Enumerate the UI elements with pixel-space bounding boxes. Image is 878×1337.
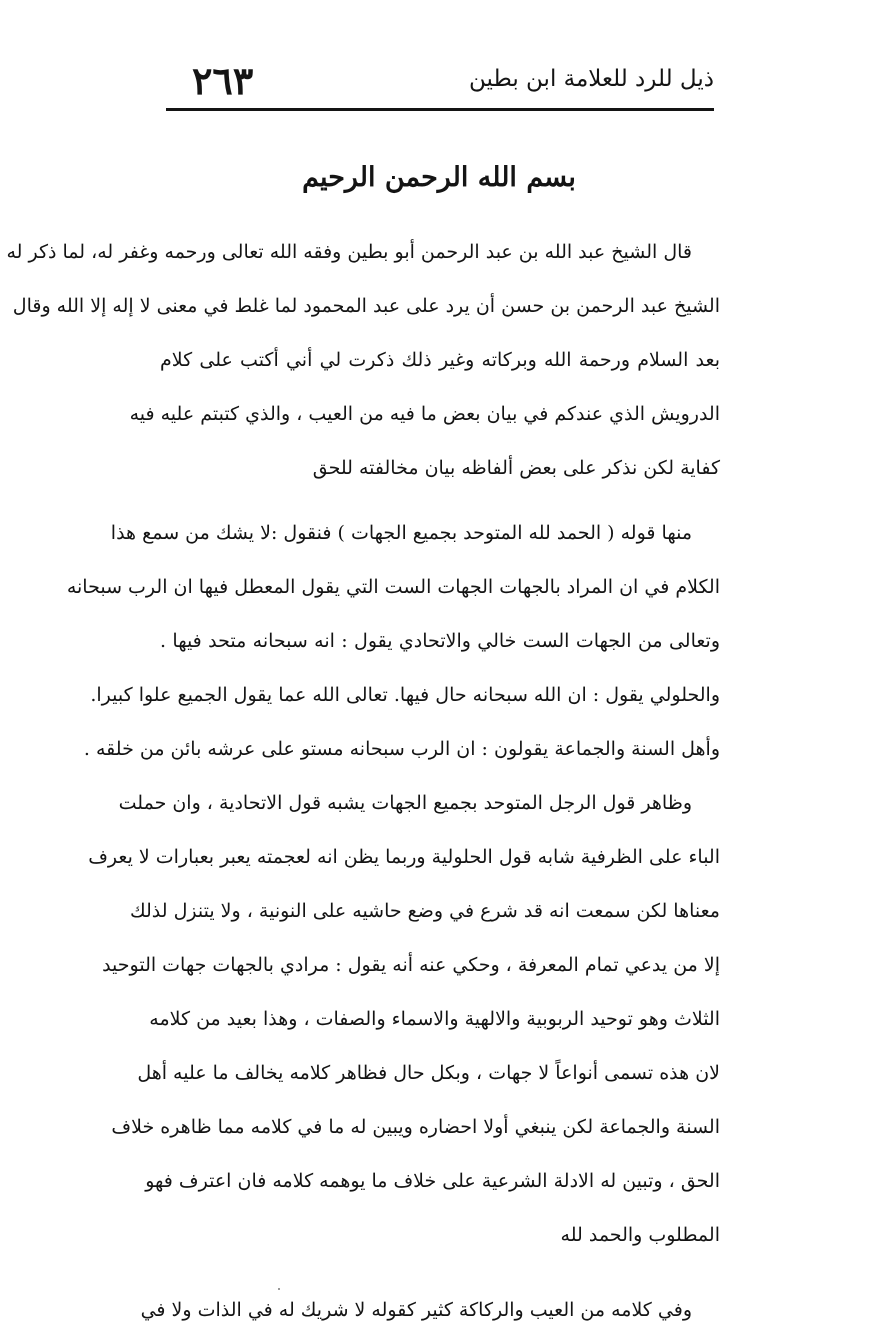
paragraph-gap: [160, 495, 720, 506]
text-line: الباء على الظرفية شابه قول الحلولية وربما يظن انه لعجمته يعبر بعبارات لا يعرف: [88, 846, 720, 868]
text-line: وظاهر قول الرجل المتوحد بجميع الجهات يشبه قول الاتحادية ، وان حملت: [118, 792, 692, 814]
header-rule: [166, 108, 714, 111]
paper-speck: [278, 1288, 280, 1290]
text-line: إلا من يدعي تمام المعرفة ، وحكي عنه أنه يقول : مرادي بالجهات جهات التوحيد: [102, 954, 720, 976]
text-line: الدرويش الذي عندكم في بيان بعض ما فيه من العيب ، والذي كتبتم عليه فيه: [129, 403, 720, 425]
text-line: بعد السلام ورحمة الله وبركاته وغير ذلك ذكرت لي أني أكتب على كلام: [160, 349, 720, 371]
running-header: [166, 60, 714, 106]
text-line: قال الشيخ عبد الله بن عبد الرحمن أبو بطين وفقه الله تعالى ورحمه وغفر له، لما ذكر له: [6, 241, 692, 263]
text-line: معناها لكن سمعت انه قد شرع في وضع حاشيه على النونية ، ولا يتنزل لذلك: [129, 900, 720, 922]
paragraph: [140, 1283, 720, 1337]
text-line: الشيخ عبد الرحمن بن حسن أن يرد على عبد المحمود لما غلط في معنى لا إله إلا الله وقال: [12, 295, 720, 317]
basmala-heading: بسم الله الرحمن الرحيم: [302, 162, 576, 193]
paragraph: [88, 776, 720, 1262]
text-line: السنة والجماعة لكن ينبغي أولا احضاره ويبين له ما في كلامه مما ظاهره خلاف: [111, 1116, 720, 1138]
text-line: والحلولي يقول : ان الله سبحانه حال فيها. تعالى الله عما يقول الجميع علوا كبيرا.: [90, 684, 720, 706]
text-line: كفاية لكن نذكر على بعض ألفاظه بيان مخالفته للحق: [312, 457, 720, 479]
text-line: الحق ، وتبين له الادلة الشرعية على خلاف ما يوهمه كلامه فان اعترف فهو: [145, 1170, 720, 1192]
body-text: [6, 225, 720, 1337]
paragraph: [66, 506, 720, 776]
text-line: منها قوله ( الحمد لله المتوحد بجميع الجهات ) فنقول :لا يشك من سمع هذا: [110, 522, 692, 544]
running-title: ذيل للرد للعلامة ابن بطين: [469, 66, 714, 92]
text-line: الثلاث وهو توحيد الربوبية والالهية والاسماء والصفات ، وهذا بعيد من كلامه: [149, 1008, 720, 1030]
paragraph: [6, 225, 720, 495]
paragraph-gap: [160, 1262, 720, 1283]
page-number: ٢٦٣: [192, 58, 254, 103]
text-line: المطلوب والحمد لله: [560, 1224, 720, 1246]
text-line: الكلام في ان المراد بالجهات الجهات الست التي يقول المعطل فيها ان الرب سبحانه: [66, 576, 720, 598]
text-line: وأهل السنة والجماعة يقولون : ان الرب سبحانه مستو على عرشه بائن من خلقه .: [83, 738, 720, 760]
text-line: وفي كلامه من العيب والركاكة كثير كقوله لا شريك له في الذات ولا في: [140, 1299, 692, 1321]
text-line: لان هذه تسمى أنواعاً لا جهات ، وبكل حال فظاهر كلامه يخالف ما عليه أهل: [137, 1062, 720, 1084]
text-line: وتعالى من الجهات الست خالي والاتحادي يقول : انه سبحانه متحد فيها .: [160, 630, 720, 652]
